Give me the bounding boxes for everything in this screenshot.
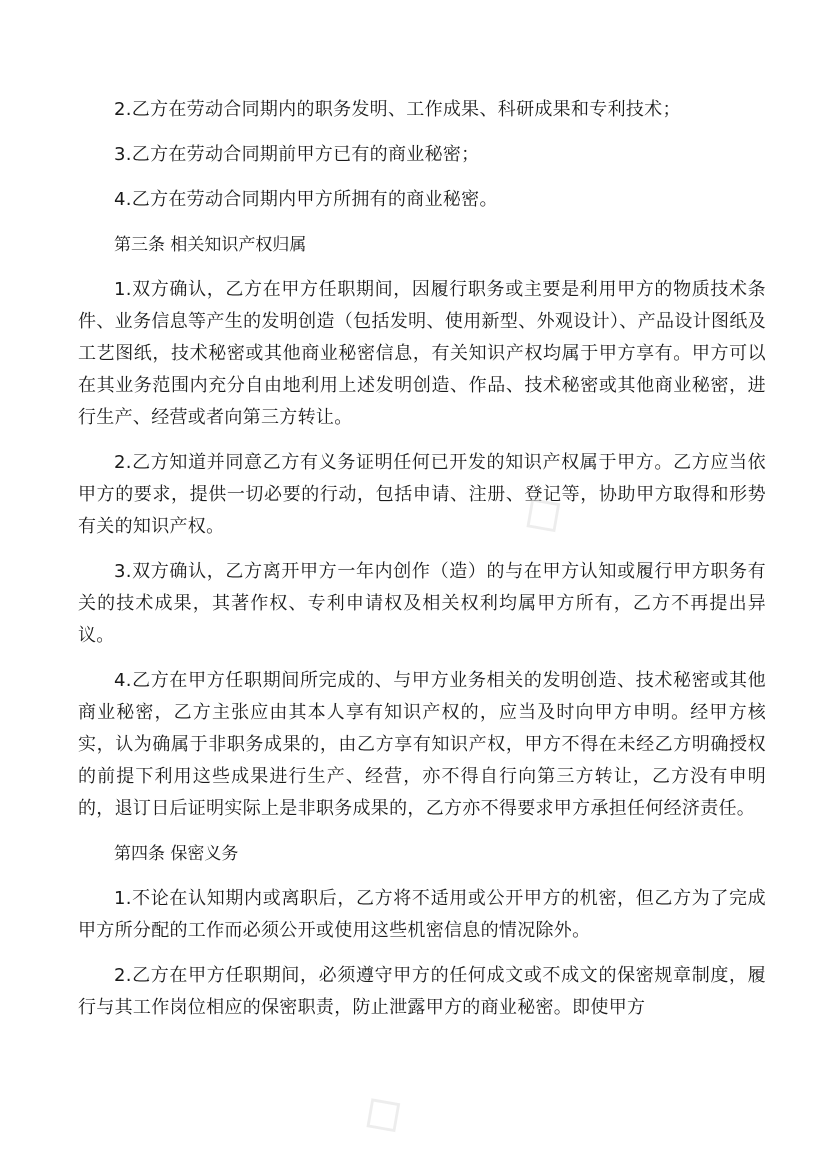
article-3-heading: 第三条 相关知识产权归属: [114, 235, 307, 255]
clause-2-inventions: 2.乙方在劳动合同期内的职务发明、工作成果、科研成果和专利技术；: [114, 99, 681, 120]
watermark-mark: ◇: [345, 1073, 416, 1150]
article-3-item-3: 3.双方确认，乙方离开甲方一年内创作（造）的与在甲方认知或履行甲方职务有关的技术成果，其著作权、专利申请权及相关权利均属甲方所有，乙方不再提出异议。: [78, 561, 766, 646]
clause-4-owned-secrets: 4.乙方在劳动合同期内甲方所拥有的商业秘密。: [114, 189, 498, 210]
article-4-item-1: 1.不论在认知期内或离职后，乙方将不适用或公开甲方的机密，但乙方为了完成甲方所分配的工作而必须公开或使用这些机密信息的情况除外。: [78, 888, 766, 941]
article-3-item-2: 2.乙方知道并同意乙方有义务证明任何已开发的知识产权属于甲方。乙方应当依甲方的要求，提供一切必要的行动，包括申请、注册、登记等，协助甲方取得和形势有关的知识产权。: [78, 452, 766, 537]
article-3-item-1: 1.双方确认，乙方在甲方任职期间，因履行职务或主要是利用甲方的物质技术条件、业务信息等产生的发明创造（包括发明、使用新型、外观设计）、产品设计图纸及工艺图纸，技术秘密或其他商业秘密信息，有关知识产权均属于甲方享有。甲方可以在其业务范围内充分自由地利用上述发明创造、作品、技术秘密或其他商业秘密，进行生产、经营或者向第三方转让。: [78, 279, 766, 428]
watermark-mark: ◇: [505, 473, 576, 550]
article-4-item-2: 2.乙方在甲方任职期间，必须遵守甲方的任何成文或不成文的保密规章制度，履行与其工作岗位相应的保密职责，防止泄露甲方的商业秘密。即使甲方: [78, 965, 766, 1018]
article-3-item-4: 4.乙方在甲方任职期间所完成的、与甲方业务相关的发明创造、技术秘密或其他商业秘密，乙方主张应由其本人享有知识产权的，应当及时向甲方申明。经甲方核实，认为确属于非职务成果的，由乙方享有知识产权，甲方不得在未经乙方明确授权的前提下利用这些成果进行生产、经营，亦不得自行向第三方转让，乙方没有申明的，退订日后证明实际上是非职务成果的，乙方亦不得要求甲方承担任何经济责任。: [78, 670, 766, 819]
article-4-heading: 第四条 保密义务: [114, 844, 239, 864]
clause-3-prior-secrets: 3.乙方在劳动合同期前甲方已有的商业秘密；: [114, 144, 480, 165]
